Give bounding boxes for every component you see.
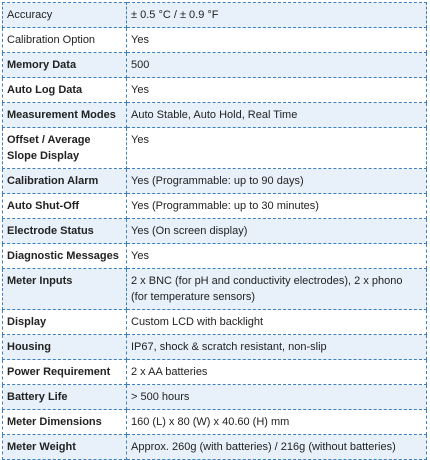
table-row: [3, 310, 427, 335]
spec-label: Accuracy: [3, 3, 127, 28]
spec-label: Display: [3, 310, 127, 335]
spec-value: Yes: [127, 78, 427, 103]
spec-value: Yes: [127, 128, 427, 169]
spec-value: Yes (On screen display): [127, 219, 427, 244]
spec-label: Calibration Alarm: [3, 169, 127, 194]
table-row: [3, 128, 427, 169]
table-row: [3, 3, 427, 28]
spec-value: Yes: [127, 28, 427, 53]
table-row: [3, 435, 427, 460]
spec-value: Yes (Programmable: up to 90 days): [127, 169, 427, 194]
spec-label: Diagnostic Messages: [3, 244, 127, 269]
table-row: [3, 385, 427, 410]
spec-value: ± 0.5 °C / ± 0.9 °F: [127, 3, 427, 28]
table-row: [3, 194, 427, 219]
spec-value: 2 x BNC (for pH and conductivity electrodes), 2 x phono (for temperature sensors): [127, 269, 427, 310]
table-row: [3, 169, 427, 194]
specifications-table: [2, 2, 427, 460]
table-row: [3, 410, 427, 435]
spec-value: > 500 hours: [127, 385, 427, 410]
spec-label: Power Requirement: [3, 360, 127, 385]
spec-label: Auto Shut-Off: [3, 194, 127, 219]
spec-value: Custom LCD with backlight: [127, 310, 427, 335]
spec-label: Electrode Status: [3, 219, 127, 244]
table-row: [3, 78, 427, 103]
spec-value: 160 (L) x 80 (W) x 40.60 (H) mm: [127, 410, 427, 435]
spec-label: Memory Data: [3, 53, 127, 78]
spec-label: Meter Inputs: [3, 269, 127, 310]
spec-label: Meter Weight: [3, 435, 127, 460]
table-row: [3, 219, 427, 244]
spec-value: 2 x AA batteries: [127, 360, 427, 385]
table-row: [3, 53, 427, 78]
table-row: [3, 244, 427, 269]
spec-value: 500: [127, 53, 427, 78]
table-row: [3, 360, 427, 385]
spec-label: Meter Dimensions: [3, 410, 127, 435]
spec-value: Yes (Programmable: up to 30 minutes): [127, 194, 427, 219]
table-row: [3, 335, 427, 360]
table-row: [3, 28, 427, 53]
spec-label: Measurement Modes: [3, 103, 127, 128]
spec-label: Housing: [3, 335, 127, 360]
spec-value: IP67, shock & scratch resistant, non-slip: [127, 335, 427, 360]
table-row: [3, 103, 427, 128]
spec-value: Yes: [127, 244, 427, 269]
spec-label: Offset / Average Slope Display: [3, 128, 127, 169]
spec-label: Battery Life: [3, 385, 127, 410]
table-row: [3, 269, 427, 310]
spec-label: Auto Log Data: [3, 78, 127, 103]
spec-value: Auto Stable, Auto Hold, Real Time: [127, 103, 427, 128]
spec-label: Calibration Option: [3, 28, 127, 53]
specifications-table-body: [3, 3, 427, 460]
spec-value: Approx. 260g (with batteries) / 216g (without batteries): [127, 435, 427, 460]
